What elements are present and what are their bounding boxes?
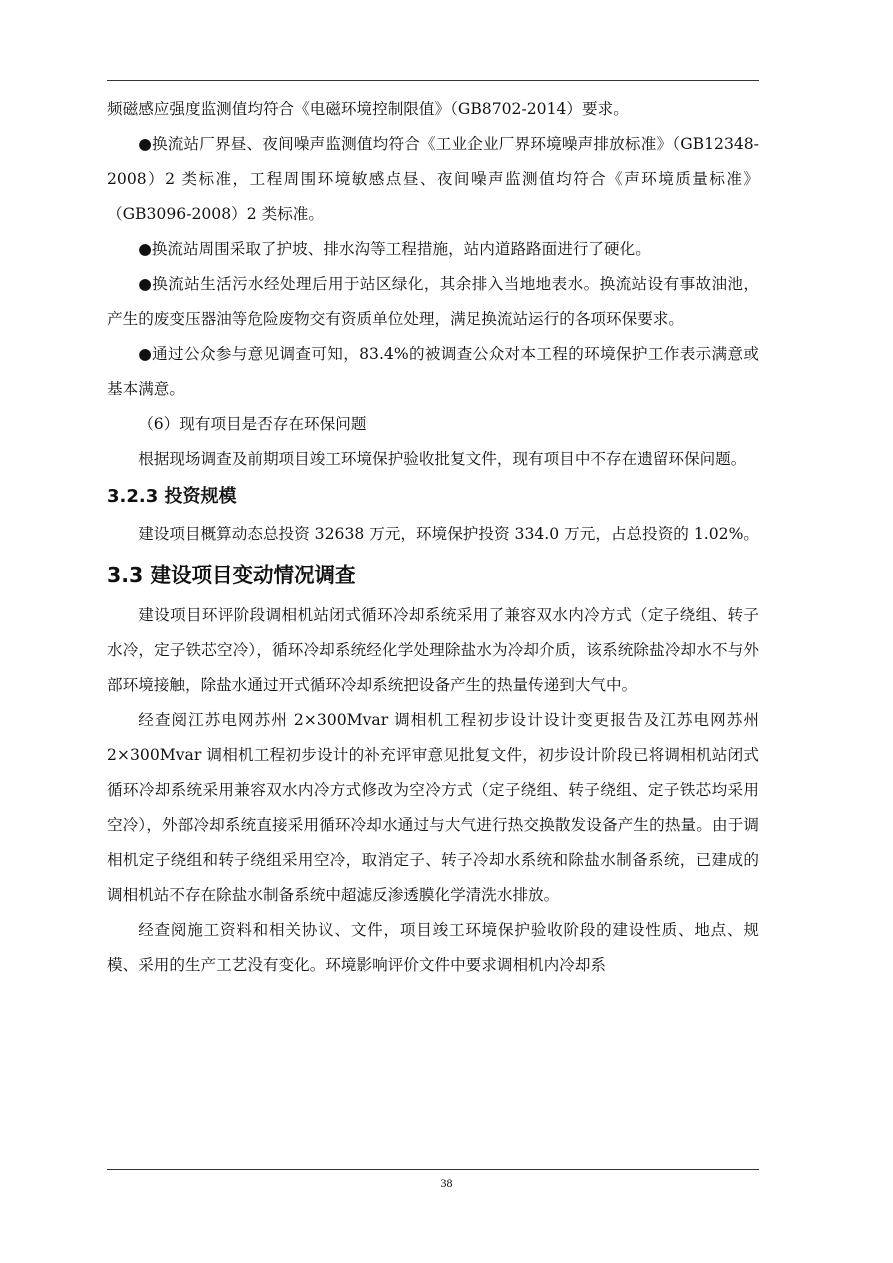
- header-rule: [107, 80, 759, 81]
- paragraph-7: 根据现场调查及前期项目竣工环境保护验收批复文件，现有项目中不存在遗留环保问题。: [138, 450, 747, 468]
- document-body: [107, 92, 759, 983]
- paragraph-2: ●换流站厂界昼、夜间噪声监测值均符合《工业企业厂界环境噪声排放标准》（GB12348-2008）2 类标准，工程周围环境敏感点昼、夜间噪声监测值均符合《声环境质量标准》（GB3096-2008）2 类标准。: [107, 135, 759, 223]
- paragraph-4: ●换流站生活污水经处理后用于站区绿化，其余排入当地地表水。换流站设有事故油池，产生的废变压器油等危险废物交有资质单位处理，满足换流站运行的各项环保要求。: [107, 275, 759, 328]
- paragraph-5: ●通过公众参与意见调查可知，83.4%的被调查公众对本工程的环境保护工作表示满意或基本满意。: [107, 345, 759, 398]
- section-heading-3-2-3: 3.2.3 投资规模: [107, 486, 237, 507]
- paragraph-11: 经查阅施工资料和相关协议、文件，项目竣工环境保护验收阶段的建设性质、地点、规模、采用的生产工艺没有变化。环境影响评价文件中要求调相机内冷却系: [107, 921, 759, 974]
- paragraph-6: （6）现有项目是否存在环保问题: [138, 415, 367, 433]
- paragraph-8: 建设项目概算动态总投资 32638 万元，环境保护投资 334.0 万元，占总投资的 1.02%。: [138, 525, 759, 543]
- page-number: 38: [440, 1176, 453, 1190]
- paragraph-1: 频磁感应强度监测值均符合《电磁环境控制限值》（GB8702-2014）要求。: [107, 100, 629, 118]
- paragraph-9: 建设项目环评阶段调相机站闭式循环冷却系统采用了兼容双水内冷方式（定子绕组、转子水冷，定子铁芯空冷），循环冷却系统经化学处理除盐水为冷却介质，该系统除盐冷却水不与外部环境接触，除盐水通过开式循环冷却系统把设备产生的热量传递到大气中。: [107, 606, 759, 694]
- footer-rule: [107, 1169, 759, 1170]
- paragraph-10: 经查阅江苏电网苏州 2×300Mvar 调相机工程初步设计设计变更报告及江苏电网苏州 2×300Mvar 调相机工程初步设计的补充评审意见批复文件，初步设计阶段已将调相机站闭式循环冷却系统采用兼容双水内冷方式修改为空冷方式（定子绕组、转子绕组、定子铁芯均采用空冷），外部冷却系统直接采用循环冷却水通过与大气进行热交换散发设备产生的热量。由于调相机定子绕组和转子绕组采用空冷，取消定子、转子冷却水系统和除盐水制备系统，已建成的调相机站不存在除盐水制备系统中超滤反渗透膜化学清洗水排放。: [107, 711, 759, 904]
- paragraph-3: ●换流站周围采取了护坡、排水沟等工程措施，站内道路路面进行了硬化。: [138, 240, 651, 258]
- section-heading-3-3: 3.3 建设项目变动情况调查: [107, 563, 356, 587]
